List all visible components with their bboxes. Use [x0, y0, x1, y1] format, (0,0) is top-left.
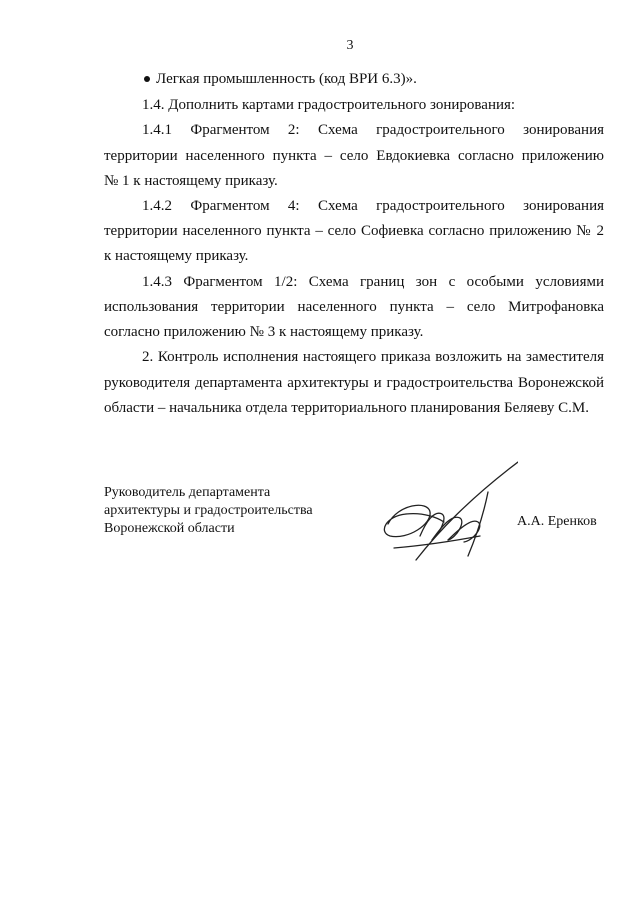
item-1-4-1-line1: 1.4.1 Фрагментом 2: Схема градостроительного зонирования — [142, 122, 604, 138]
item-1-4-1-line3: № 1 к настоящему приказу. — [104, 173, 278, 189]
item-1-4-3-line1: 1.4.3 Фрагментом 1/2: Схема границ зон с особыми условиями — [142, 274, 604, 290]
item-1-4-3-line2: использования территории населенного пункта – село Митрофановка — [104, 299, 604, 315]
section-2-line2: руководителя департамента архитектуры и градостроительства Воронежской — [104, 375, 604, 391]
page-number: 3 — [346, 38, 354, 53]
item-1-4-2-line1: 1.4.2 Фрагментом 4: Схема градостроительного зонирования — [142, 198, 604, 214]
signer-title-line1: Руководитель департамента — [104, 485, 271, 500]
item-1-4-2-line3: к настоящему приказу. — [104, 248, 249, 264]
handwritten-signature — [368, 452, 518, 582]
signer-title — [104, 484, 313, 538]
bullet-item-text: Легкая промышленность (код ВРИ 6.3)». — [156, 71, 417, 87]
signer-title-line2: архитектуры и градостроительства — [104, 503, 313, 518]
item-1-4-2-line2: территории населенного пункта – село Софиевка согласно приложению № 2 — [104, 223, 604, 239]
bullet-item — [144, 69, 417, 89]
item-1-4-1-line2: территории населенного пункта – село Евдокиевка согласно приложению — [104, 148, 604, 164]
section-2-line1: 2. Контроль исполнения настоящего приказа возложить на заместителя — [142, 349, 604, 365]
item-1-4-3-line3: согласно приложению № 3 к настоящему приказу. — [104, 324, 424, 340]
section-1-4-heading: 1.4. Дополнить картами градостроительного зонирования: — [142, 97, 516, 113]
bullet-icon — [144, 76, 150, 82]
section-2-line3: области – начальника отдела территориального планирования Беляеву С.М. — [104, 400, 589, 416]
signer-name: А.А. Еренков — [517, 514, 597, 529]
signer-title-line3: Воронежской области — [104, 521, 235, 536]
